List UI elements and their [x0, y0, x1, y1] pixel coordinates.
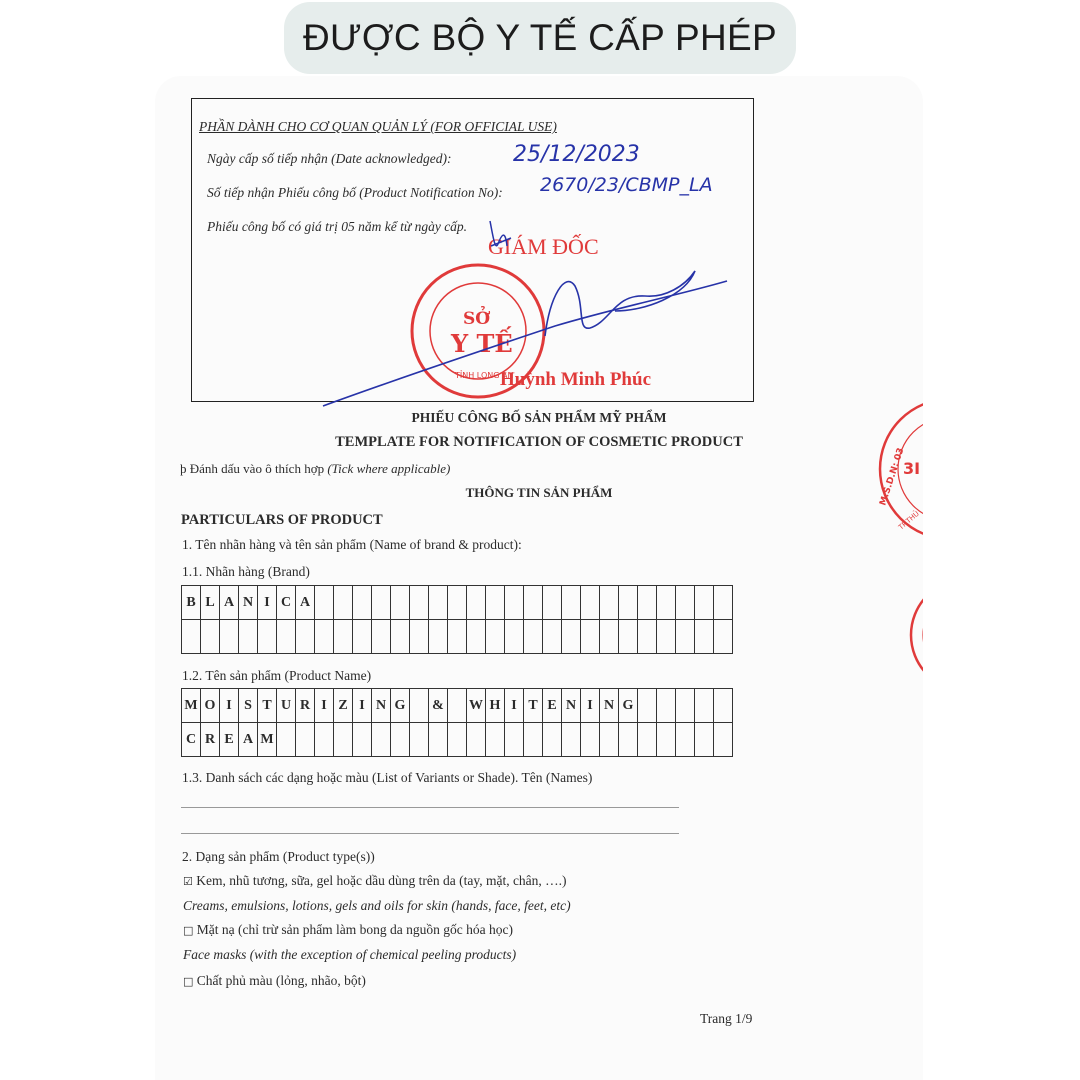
grid-cell: U: [277, 689, 296, 723]
checkbox-empty-icon: □: [183, 924, 194, 937]
grid-cell: [486, 723, 505, 757]
option-color-coating-vi: Chất phủ màu (lỏng, nhão, bột): [196, 973, 366, 988]
grid-cell: [657, 723, 676, 757]
grid-cell: [600, 723, 619, 757]
grid-cell: [448, 620, 467, 654]
grid-cell: [638, 586, 657, 620]
grid-cell: R: [201, 723, 220, 757]
grid-cell: [581, 723, 600, 757]
grid-cell: C: [182, 723, 201, 757]
grid-cell: [334, 620, 353, 654]
grid-cell: [296, 620, 315, 654]
grid-cell: [315, 723, 334, 757]
tick-instruction: [180, 461, 450, 477]
document-page: [155, 76, 923, 1080]
grid-cell: [695, 689, 714, 723]
question-1-1: 1.1. Nhãn hàng (Brand): [182, 564, 310, 579]
grid-cell: [220, 620, 239, 654]
grid-cell: [657, 586, 676, 620]
grid-cell: S: [239, 689, 258, 723]
grid-cell: [410, 689, 429, 723]
date-label: Ngày cấp số tiếp nhận (Date acknowledged):: [207, 151, 452, 166]
grid-cell: &: [429, 689, 448, 723]
grid-cell: [676, 689, 695, 723]
option-face-masks-vi: Mặt nạ (chỉ trừ sản phẩm làm bong da nguồn gốc hóa học): [196, 922, 514, 937]
grid-cell: Z: [334, 689, 353, 723]
grid-cell: I: [581, 689, 600, 723]
option-color-coating: [183, 973, 366, 989]
grid-cell: [676, 723, 695, 757]
grid-cell: [182, 620, 201, 654]
brand-grid: [181, 585, 733, 654]
brand-grid-row: [182, 620, 733, 654]
grid-cell: L: [201, 586, 220, 620]
grid-cell: [467, 586, 486, 620]
variants-line-1: [181, 807, 679, 808]
grid-cell: [619, 586, 638, 620]
grid-cell: [315, 620, 334, 654]
checkbox-empty-icon: □: [183, 975, 194, 988]
grid-cell: G: [391, 689, 410, 723]
grid-cell: [201, 620, 220, 654]
grid-cell: [429, 586, 448, 620]
option-face-masks: [183, 922, 513, 938]
grid-cell: [334, 586, 353, 620]
grid-cell: [277, 723, 296, 757]
notification-number-value: 2670/23/CBMP_LA: [540, 174, 713, 196]
question-1-3: 1.3. Danh sách các dạng hoặc màu (List of Variants or Shade). Tên (Names): [182, 770, 593, 785]
brand-grid-row: [182, 586, 733, 620]
grid-cell: I: [220, 689, 239, 723]
checkbox-checked-icon: ☑: [183, 875, 193, 888]
grid-cell: E: [220, 723, 239, 757]
option-face-masks-en: Face masks (with the exception of chemical peeling products): [183, 947, 517, 962]
product-grid-row: [182, 723, 733, 757]
option-creams-en: Creams, emulsions, lotions, gels and oils for skin (hands, face, feet, etc): [183, 898, 571, 913]
grid-cell: [277, 620, 296, 654]
grid-cell: I: [353, 689, 372, 723]
banner-title: ĐƯỢC BỘ Y TẾ CẤP PHÉP: [302, 17, 778, 58]
grid-cell: [391, 723, 410, 757]
grid-cell: [619, 620, 638, 654]
validity-note: Phiếu công bố có giá trị 05 năm kể từ ngày cấp.: [207, 219, 468, 234]
grid-cell: [638, 723, 657, 757]
side-stamp-partial: 3I: [903, 459, 921, 478]
grid-cell: A: [220, 586, 239, 620]
grid-cell: T: [524, 689, 543, 723]
grid-cell: [619, 723, 638, 757]
grid-cell: [695, 620, 714, 654]
product-grid-row: [182, 689, 733, 723]
grid-cell: [676, 620, 695, 654]
grid-cell: [543, 586, 562, 620]
form-title-en: TEMPLATE FOR NOTIFICATION OF COSMETIC PRODUCT: [335, 434, 743, 450]
grid-cell: I: [505, 689, 524, 723]
tick-instruction-vi: þ Đánh dấu vào ô thích hợp: [180, 461, 328, 476]
grid-cell: E: [543, 689, 562, 723]
grid-cell: [505, 586, 524, 620]
grid-cell: H: [486, 689, 505, 723]
grid-cell: O: [201, 689, 220, 723]
grid-cell: [638, 689, 657, 723]
grid-cell: [429, 723, 448, 757]
grid-cell: [581, 586, 600, 620]
grid-cell: M: [182, 689, 201, 723]
grid-cell: [714, 723, 733, 757]
grid-cell: [676, 586, 695, 620]
grid-cell: N: [239, 586, 258, 620]
grid-cell: [505, 620, 524, 654]
grid-cell: [695, 586, 714, 620]
grid-cell: N: [600, 689, 619, 723]
grid-cell: W: [467, 689, 486, 723]
grid-cell: B: [182, 586, 201, 620]
grid-cell: [334, 723, 353, 757]
signature: [315, 216, 735, 416]
date-value: 25/12/2023: [513, 142, 640, 167]
grid-cell: [562, 586, 581, 620]
grid-cell: [638, 620, 657, 654]
grid-cell: N: [562, 689, 581, 723]
grid-cell: [600, 586, 619, 620]
grid-cell: [239, 620, 258, 654]
option-creams-vi: Kem, nhũ tương, sữa, gel hoặc dầu dùng trên da (tay, mặt, chân, ….): [196, 873, 567, 888]
question-1-2: 1.2. Tên sản phẩm (Product Name): [182, 668, 372, 683]
grid-cell: T: [258, 689, 277, 723]
form-title-vi: PHIẾU CÔNG BỐ SẢN PHẨM MỸ PHẨM: [411, 410, 667, 425]
side-stamp-text: M.S.D.N: 03: [878, 446, 907, 507]
product-name-grid: [181, 688, 733, 757]
grid-cell: [353, 586, 372, 620]
grid-cell: [524, 620, 543, 654]
page-banner: [284, 2, 796, 74]
grid-cell: [410, 620, 429, 654]
option-creams: [183, 873, 567, 889]
grid-cell: [524, 586, 543, 620]
stamp-line1: SỞ: [463, 309, 491, 329]
grid-cell: [543, 723, 562, 757]
grid-cell: [467, 620, 486, 654]
page-number: Trang 1/9: [700, 1011, 753, 1026]
grid-cell: [486, 586, 505, 620]
variants-line-2: [181, 833, 679, 834]
grid-cell: I: [258, 586, 277, 620]
official-header: PHẦN DÀNH CHO CƠ QUAN QUẢN LÝ (FOR OFFICIAL USE): [199, 119, 557, 134]
grid-cell: [448, 689, 467, 723]
grid-cell: M: [258, 723, 277, 757]
stamp-bottom-text: TỈNH LONG AN: [455, 371, 514, 380]
grid-cell: [657, 620, 676, 654]
grid-cell: C: [277, 586, 296, 620]
grid-cell: [562, 620, 581, 654]
grid-cell: I: [315, 689, 334, 723]
grid-cell: [353, 723, 372, 757]
tick-instruction-en: (Tick where applicable): [327, 461, 451, 476]
grid-cell: [296, 723, 315, 757]
grid-cell: [391, 620, 410, 654]
grid-cell: [410, 586, 429, 620]
grid-cell: [410, 723, 429, 757]
side-stamp-city: TP.THỦ: [897, 509, 921, 532]
question-2: 2. Dạng sản phẩm (Product type(s)): [182, 849, 375, 864]
grid-cell: [714, 620, 733, 654]
grid-cell: [353, 620, 372, 654]
grid-cell: A: [239, 723, 258, 757]
grid-cell: [448, 723, 467, 757]
grid-cell: [543, 620, 562, 654]
signer-name: Huỳnh Minh Phúc: [500, 369, 651, 390]
grid-cell: [505, 723, 524, 757]
grid-cell: [391, 586, 410, 620]
grid-cell: [524, 723, 543, 757]
grid-cell: [429, 620, 448, 654]
grid-cell: [657, 689, 676, 723]
grid-cell: [315, 586, 334, 620]
notification-number-label: Số tiếp nhận Phiếu công bố (Product Notification No):: [207, 185, 503, 200]
side-stamp-bottom: [907, 590, 923, 680]
section-title-vi: THÔNG TIN SẢN PHẨM: [465, 485, 613, 500]
grid-cell: [486, 620, 505, 654]
grid-cell: [372, 586, 391, 620]
signer-title: GIÁM ĐỐC: [488, 234, 599, 259]
grid-cell: [372, 723, 391, 757]
stamp-line2: Y TẾ: [451, 329, 513, 358]
grid-cell: [600, 620, 619, 654]
grid-cell: [581, 620, 600, 654]
grid-cell: [562, 723, 581, 757]
grid-cell: [372, 620, 391, 654]
grid-cell: [714, 689, 733, 723]
section-title-en: PARTICULARS OF PRODUCT: [181, 512, 383, 528]
grid-cell: [467, 723, 486, 757]
grid-cell: G: [619, 689, 638, 723]
grid-cell: [258, 620, 277, 654]
grid-cell: [714, 586, 733, 620]
question-1: 1. Tên nhãn hàng và tên sản phẩm (Name of brand & product):: [182, 537, 522, 552]
grid-cell: [695, 723, 714, 757]
grid-cell: [448, 586, 467, 620]
side-stamp-top: [875, 394, 923, 544]
grid-cell: R: [296, 689, 315, 723]
grid-cell: A: [296, 586, 315, 620]
grid-cell: N: [372, 689, 391, 723]
